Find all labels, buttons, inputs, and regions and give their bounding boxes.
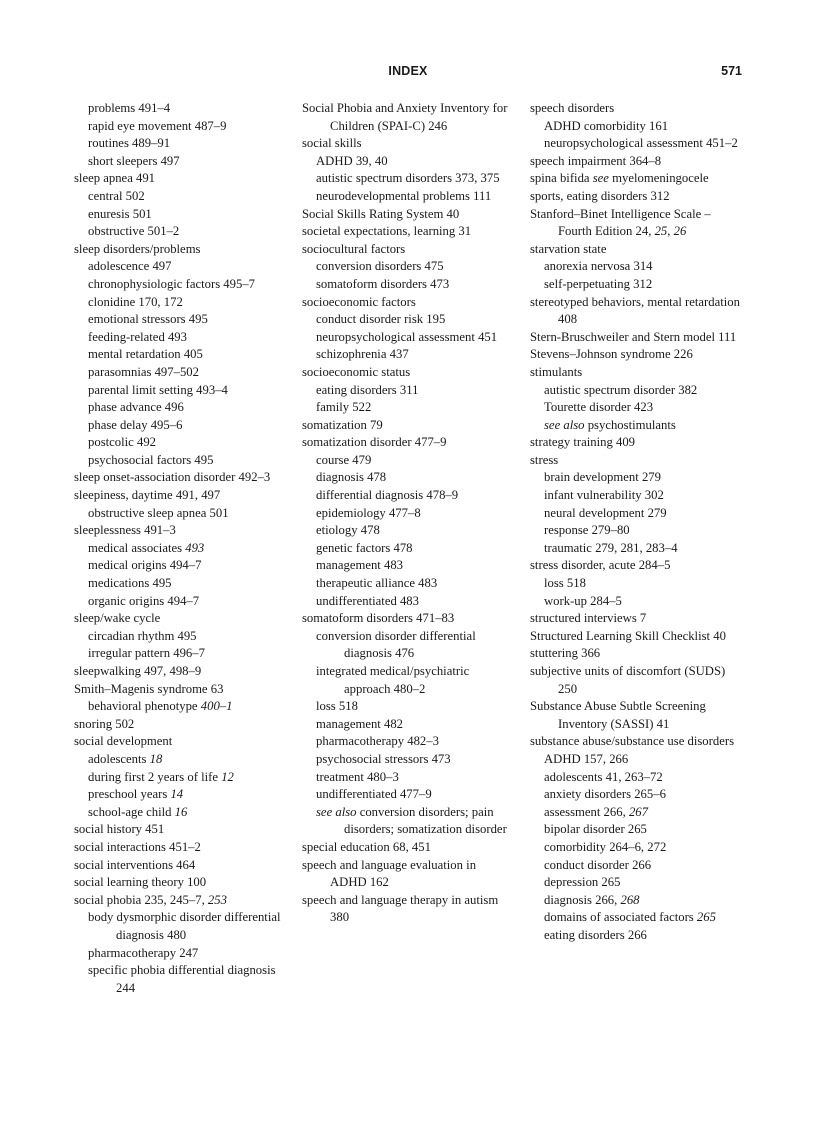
index-entry xyxy=(302,469,514,487)
index-entry xyxy=(530,663,744,698)
entry-text: schizophrenia 437 xyxy=(316,347,409,362)
entry-text: social learning theory 100 xyxy=(74,875,207,890)
index-entry xyxy=(74,382,284,400)
entry-text: body dysmorphic disorder differential diagnosis 480 xyxy=(88,910,281,942)
entry-text: social history 451 xyxy=(74,822,165,837)
index-entry xyxy=(74,628,284,646)
entry-text: sociocultural factors xyxy=(302,241,406,256)
entry-page-ref: 26 xyxy=(673,224,687,239)
index-entry xyxy=(530,329,744,347)
entry-text: medications 495 xyxy=(88,576,172,591)
entry-text: starvation state xyxy=(530,241,607,256)
entry-text: self-perpetuating 312 xyxy=(544,276,653,291)
entry-text: during first 2 years of life xyxy=(88,769,222,784)
index-entry xyxy=(302,610,514,628)
entry-text: somatoform disorders 473 xyxy=(316,276,450,291)
index-column-1 xyxy=(74,100,284,997)
entry-text: eating disorders 266 xyxy=(544,927,647,942)
entry-text: pharmacotherapy 482–3 xyxy=(316,734,439,749)
index-column-2 xyxy=(302,100,514,927)
entry-page-ref: , xyxy=(667,224,674,239)
index-entry xyxy=(302,399,514,417)
index-entry xyxy=(74,962,284,997)
index-entry xyxy=(530,769,744,787)
index-entry xyxy=(74,645,284,663)
entry-text: psychostimulants xyxy=(584,417,676,432)
index-entry xyxy=(302,628,514,663)
entry-text: sleep onset-association disorder 492–3 xyxy=(74,470,271,485)
entry-text: social skills xyxy=(302,136,362,151)
index-entry xyxy=(302,188,514,206)
index-entry xyxy=(302,733,514,751)
entry-page-ref: myelomeningocele xyxy=(608,171,709,186)
entry-text: sleep disorders/problems xyxy=(74,241,201,256)
entry-text: feeding-related 493 xyxy=(88,329,187,344)
entry-text: phase delay 495–6 xyxy=(88,417,183,432)
index-entry xyxy=(302,329,514,347)
entry-text: special education 68, 451 xyxy=(302,839,431,854)
entry-text: treatment 480–3 xyxy=(316,769,399,784)
entry-text: spina bifida xyxy=(530,171,593,186)
page-number: 571 xyxy=(721,64,742,78)
index-entry xyxy=(302,575,514,593)
entry-text: Stanford–Binet Intelligence Scale – Fourth Edition 24, xyxy=(530,206,711,239)
index-entry xyxy=(74,118,284,136)
index-entry xyxy=(530,118,744,136)
entry-text: sleep apnea 491 xyxy=(74,171,156,186)
index-entry xyxy=(74,417,284,435)
entry-text: irregular pattern 496–7 xyxy=(88,646,205,661)
index-entry xyxy=(302,206,514,224)
index-entry xyxy=(74,522,284,540)
see-reference: see also xyxy=(316,804,357,819)
entry-text: adolescence 497 xyxy=(88,259,172,274)
index-entry xyxy=(74,786,284,804)
entry-text: sleeplessness 491–3 xyxy=(74,523,176,538)
entry-text: somatization 79 xyxy=(302,417,383,432)
entry-page-ref: 14 xyxy=(170,787,184,802)
entry-text: chronophysiologic factors 495–7 xyxy=(88,276,256,291)
entry-text: depression 265 xyxy=(544,875,621,890)
entry-text: stimulants xyxy=(530,364,583,379)
entry-text: autistic spectrum disorders 373, 375 xyxy=(316,171,500,186)
index-entry xyxy=(302,857,514,892)
index-entry xyxy=(302,593,514,611)
entry-text: social development xyxy=(74,734,173,749)
index-entry xyxy=(530,874,744,892)
entry-text: speech and language evaluation in ADHD 162 xyxy=(302,857,477,890)
index-entry xyxy=(74,557,284,575)
entry-text: socioeconomic factors xyxy=(302,294,416,309)
index-entry xyxy=(302,716,514,734)
entry-text: neurodevelopmental problems 111 xyxy=(316,188,492,203)
entry-text: stress xyxy=(530,452,559,467)
entry-text: snoring 502 xyxy=(74,716,135,731)
entry-text: neuropsychological assessment 451 xyxy=(316,329,498,344)
index-entry xyxy=(74,206,284,224)
entry-text: speech disorders xyxy=(530,101,615,115)
index-entry xyxy=(74,329,284,347)
index-entry xyxy=(74,751,284,769)
entry-text: postcolic 492 xyxy=(88,435,157,450)
entry-text: ADHD 157, 266 xyxy=(544,751,629,766)
index-entry xyxy=(74,276,284,294)
entry-text: adolescents xyxy=(88,751,150,766)
entry-text: diagnosis 266, xyxy=(544,892,621,907)
index-entry xyxy=(302,892,514,927)
index-entry xyxy=(530,364,744,382)
entry-text: organic origins 494–7 xyxy=(88,593,200,608)
index-entry xyxy=(302,786,514,804)
index-entry xyxy=(74,575,284,593)
index-entry xyxy=(302,258,514,276)
index-entry xyxy=(74,452,284,470)
entry-text: enuresis 501 xyxy=(88,206,152,221)
see-reference: see also xyxy=(544,417,585,432)
entry-text: family 522 xyxy=(316,400,372,415)
entry-text: genetic factors 478 xyxy=(316,540,413,555)
index-entry xyxy=(302,698,514,716)
index-entry xyxy=(530,294,744,329)
entry-text: rapid eye movement 487–9 xyxy=(88,118,227,133)
index-entry xyxy=(74,733,284,751)
entry-text: routines 489–91 xyxy=(88,136,171,151)
entry-text: central 502 xyxy=(88,188,145,203)
index-entry xyxy=(530,857,744,875)
page-title: INDEX xyxy=(388,64,428,78)
index-entry xyxy=(530,593,744,611)
index-entry xyxy=(530,751,744,769)
entry-text: etiology 478 xyxy=(316,523,380,538)
index-entry xyxy=(74,610,284,628)
entry-text: stuttering 366 xyxy=(530,646,601,661)
entry-text: ADHD comorbidity 161 xyxy=(544,118,669,133)
entry-text: management 482 xyxy=(316,716,404,731)
entry-text: medical associates xyxy=(88,540,186,555)
index-entry xyxy=(302,153,514,171)
index-entry xyxy=(530,469,744,487)
index-entry xyxy=(530,733,744,751)
index-entry xyxy=(530,610,744,628)
index-entry xyxy=(74,804,284,822)
entry-text: undifferentiated 477–9 xyxy=(316,787,432,802)
entry-text: sports, eating disorders 312 xyxy=(530,188,670,203)
entry-text: strategy training 409 xyxy=(530,435,636,450)
index-entry xyxy=(530,909,744,927)
entry-page-ref: 253 xyxy=(207,892,227,907)
entry-page-ref: 400–1 xyxy=(200,699,233,714)
index-entry xyxy=(74,346,284,364)
entry-text: Smith–Magenis syndrome 63 xyxy=(74,681,224,696)
entry-text: autistic spectrum disorder 382 xyxy=(544,382,698,397)
index-entry xyxy=(74,258,284,276)
index-entry xyxy=(530,804,744,822)
index-entry xyxy=(74,399,284,417)
index-entry xyxy=(530,698,744,733)
entry-text: loss 518 xyxy=(544,576,586,591)
entry-page-ref: 265 xyxy=(696,910,716,925)
index-entry xyxy=(302,223,514,241)
index-entry xyxy=(530,153,744,171)
entry-text: substance abuse/substance use disorders xyxy=(530,734,735,749)
entry-text: Substance Abuse Subtle Screening Inventory (SASSI) 41 xyxy=(530,699,706,731)
entry-text: anxiety disorders 265–6 xyxy=(544,787,666,802)
index-entry xyxy=(302,100,514,135)
index-entry xyxy=(530,645,744,663)
index-entry xyxy=(302,522,514,540)
entry-text: stress disorder, acute 284–5 xyxy=(530,558,671,573)
index-entry xyxy=(530,434,744,452)
entry-text: sleepiness, daytime 491, 497 xyxy=(74,488,221,503)
entry-page-ref: 16 xyxy=(174,804,188,819)
index-entry xyxy=(530,839,744,857)
entry-text: diagnosis 478 xyxy=(316,470,387,485)
entry-text: eating disorders 311 xyxy=(316,382,419,397)
entry-text: stereotyped behaviors, mental retardation 408 xyxy=(530,294,740,327)
index-entry xyxy=(302,557,514,575)
index-entry xyxy=(530,557,744,575)
entry-text: differential diagnosis 478–9 xyxy=(316,488,459,503)
index-entry xyxy=(302,434,514,452)
entry-text: conversion disorder differential diagnosis 476 xyxy=(316,628,476,661)
entry-text: speech and language therapy in autism 380 xyxy=(302,892,499,925)
index-entry xyxy=(302,364,514,382)
index-entry xyxy=(302,135,514,153)
entry-text: phase advance 496 xyxy=(88,400,184,415)
entry-text: domains of associated factors xyxy=(544,910,697,925)
index-entry xyxy=(74,188,284,206)
index-entry xyxy=(74,505,284,523)
entry-page-ref: 267 xyxy=(628,804,648,819)
entry-text: societal expectations, learning 31 xyxy=(302,224,472,239)
index-entry xyxy=(74,540,284,558)
index-entry xyxy=(530,487,744,505)
index-entry xyxy=(530,135,744,153)
index-entry xyxy=(530,417,744,435)
entry-text: Social Phobia and Anxiety Inventory for Children (SPAI-C) 246 xyxy=(302,101,508,133)
entry-text: anorexia nervosa 314 xyxy=(544,259,653,274)
index-entry xyxy=(74,839,284,857)
entry-text: conversion disorders; pain disorders; somatization disorder xyxy=(344,804,507,837)
entry-text: infant vulnerability 302 xyxy=(544,488,664,503)
entry-text: integrated medical/psychiatric approach 480–2 xyxy=(316,664,470,696)
index-entry xyxy=(74,892,284,910)
index-entry xyxy=(302,452,514,470)
entry-text: obstructive sleep apnea 501 xyxy=(88,505,229,520)
index-entry xyxy=(530,540,744,558)
index-entry xyxy=(302,663,514,698)
entry-text: structured interviews 7 xyxy=(530,611,647,626)
entry-page-ref: 268 xyxy=(620,892,640,907)
index-entry xyxy=(74,487,284,505)
index-entry xyxy=(74,716,284,734)
entry-text: social interventions 464 xyxy=(74,857,196,872)
running-header xyxy=(74,64,742,84)
index-entry xyxy=(530,241,744,259)
index-entry xyxy=(530,100,744,118)
entry-text: assessment 266, xyxy=(544,804,629,819)
index-entry xyxy=(74,769,284,787)
index-entry xyxy=(302,804,514,839)
index-entry xyxy=(302,487,514,505)
entry-text: preschool years xyxy=(88,787,171,802)
entry-text: somatoform disorders 471–83 xyxy=(302,611,455,626)
index-entry xyxy=(530,258,744,276)
entry-text: short sleepers 497 xyxy=(88,153,180,168)
index-entry xyxy=(74,364,284,382)
entry-text: conversion disorders 475 xyxy=(316,259,444,274)
index-entry xyxy=(74,153,284,171)
index-entry xyxy=(74,311,284,329)
index-entry xyxy=(302,241,514,259)
index-entry xyxy=(302,382,514,400)
index-entry xyxy=(302,276,514,294)
entry-text: somatization disorder 477–9 xyxy=(302,435,447,450)
entry-text: school-age child xyxy=(88,804,175,819)
entry-text: brain development 279 xyxy=(544,470,661,485)
entry-text: Tourette disorder 423 xyxy=(544,400,654,415)
entry-text: sleepwalking 497, 498–9 xyxy=(74,664,202,678)
index-entry xyxy=(530,575,744,593)
entry-text: Stern-Bruschweiler and Stern model 111 xyxy=(530,329,737,344)
entry-text: parental limit setting 493–4 xyxy=(88,382,228,397)
index-entry xyxy=(74,681,284,699)
index-entry xyxy=(302,346,514,364)
see-reference: see xyxy=(592,171,609,186)
entry-text: pharmacotherapy 247 xyxy=(88,945,199,960)
entry-page-ref: 18 xyxy=(149,751,163,766)
entry-text: behavioral phenotype xyxy=(88,699,201,714)
index-entry xyxy=(530,786,744,804)
entry-text: conduct disorder risk 195 xyxy=(316,312,446,327)
entry-text: problems 491–4 xyxy=(88,101,171,115)
entry-text: psychosocial stressors 473 xyxy=(316,751,451,766)
entry-text: Social Skills Rating System 40 xyxy=(302,206,460,221)
entry-text: social phobia 235, 245–7, xyxy=(74,892,208,907)
entry-text: speech impairment 364–8 xyxy=(530,153,662,168)
index-entry xyxy=(530,399,744,417)
index-entry xyxy=(74,874,284,892)
entry-text: epidemiology 477–8 xyxy=(316,505,421,520)
index-entry xyxy=(530,628,744,646)
entry-text: conduct disorder 266 xyxy=(544,857,652,872)
index-entry xyxy=(530,892,744,910)
entry-text: response 279–80 xyxy=(544,523,630,538)
entry-text: neural development 279 xyxy=(544,505,667,520)
entry-text: clonidine 170, 172 xyxy=(88,294,183,309)
index-entry xyxy=(74,698,284,716)
entry-text: course 479 xyxy=(316,452,372,467)
index-entry xyxy=(530,170,744,188)
entry-text: loss 518 xyxy=(316,699,358,714)
entry-page-ref: 25 xyxy=(654,224,668,239)
entry-text: specific phobia differential diagnosis 244 xyxy=(88,963,276,995)
index-entry xyxy=(74,663,284,681)
index-entry xyxy=(530,206,744,241)
index-entry xyxy=(530,505,744,523)
entry-text: therapeutic alliance 483 xyxy=(316,576,438,591)
entry-text: medical origins 494–7 xyxy=(88,558,202,573)
index-entry xyxy=(74,434,284,452)
entry-text: management 483 xyxy=(316,558,404,573)
index-entry xyxy=(302,839,514,857)
index-entry xyxy=(74,241,284,259)
index-entry xyxy=(530,522,744,540)
index-entry xyxy=(74,135,284,153)
index-entry xyxy=(302,769,514,787)
index-entry xyxy=(74,857,284,875)
index-entry xyxy=(302,505,514,523)
index-entry xyxy=(74,170,284,188)
entry-text: social interactions 451–2 xyxy=(74,839,201,854)
entry-text: ADHD 39, 40 xyxy=(316,153,388,168)
entry-text: parasomnias 497–502 xyxy=(88,364,199,379)
entry-text: undifferentiated 483 xyxy=(316,593,419,608)
entry-text: work-up 284–5 xyxy=(544,593,622,608)
index-column-3 xyxy=(530,100,744,945)
entry-text: mental retardation 405 xyxy=(88,347,203,362)
entry-text: circadian rhythm 495 xyxy=(88,628,197,643)
index-entry xyxy=(530,188,744,206)
index-entry xyxy=(530,346,744,364)
entry-text: Stevens–Johnson syndrome 226 xyxy=(530,347,693,362)
entry-text: adolescents 41, 263–72 xyxy=(544,769,663,784)
index-entry xyxy=(302,540,514,558)
index-entry xyxy=(530,452,744,470)
index-entry xyxy=(74,294,284,312)
entry-text: traumatic 279, 281, 283–4 xyxy=(544,540,678,555)
index-entry xyxy=(302,751,514,769)
index-entry xyxy=(74,821,284,839)
index-entry xyxy=(302,417,514,435)
entry-text: bipolar disorder 265 xyxy=(544,822,647,837)
index-entry xyxy=(74,469,284,487)
index-entry xyxy=(74,223,284,241)
entry-text: sleep/wake cycle xyxy=(74,611,161,626)
index-entry xyxy=(530,276,744,294)
entry-text: emotional stressors 495 xyxy=(88,312,208,327)
index-entry xyxy=(302,311,514,329)
entry-page-ref: 493 xyxy=(185,540,205,555)
index-entry xyxy=(74,100,284,118)
entry-page-ref: 12 xyxy=(221,769,234,784)
index-entry xyxy=(530,382,744,400)
entry-text: Structured Learning Skill Checklist 40 xyxy=(530,628,726,643)
entry-text: neuropsychological assessment 451–2 xyxy=(544,136,738,151)
index-entry xyxy=(530,821,744,839)
index-entry xyxy=(302,170,514,188)
entry-text: psychosocial factors 495 xyxy=(88,452,214,467)
index-entry xyxy=(302,294,514,312)
index-entry xyxy=(74,945,284,963)
entry-text: comorbidity 264–6, 272 xyxy=(544,839,667,854)
index-entry xyxy=(74,593,284,611)
entry-text: obstructive 501–2 xyxy=(88,224,180,239)
index-entry xyxy=(74,909,284,944)
entry-text: subjective units of discomfort (SUDS) 250 xyxy=(530,664,726,696)
entry-text: socioeconomic status xyxy=(302,364,411,379)
index-entry xyxy=(530,927,744,945)
